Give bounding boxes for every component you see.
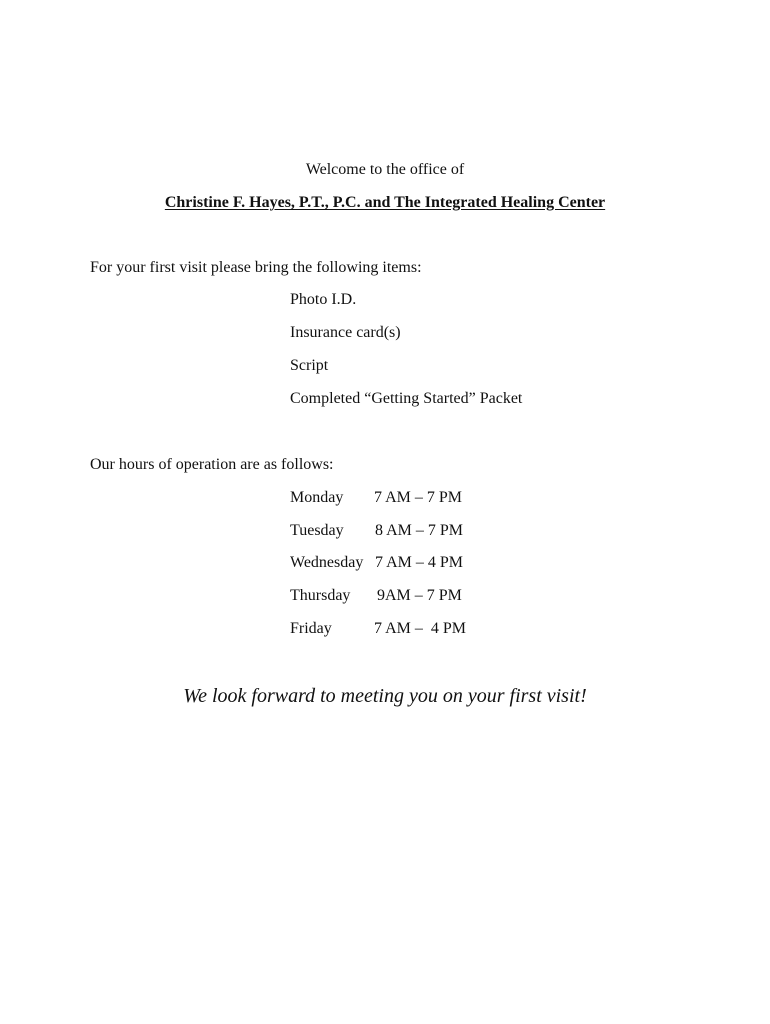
closing-line: We look forward to meeting you on your first visit! (183, 685, 587, 707)
welcome-line: Welcome to the office of (305, 161, 465, 178)
hours-row-monday (290, 488, 520, 508)
hours-value: 9AM – 7 PM (377, 587, 462, 604)
hours-row-tuesday (290, 521, 520, 541)
day-label: Wednesday (290, 554, 364, 571)
practice-name-heading: Christine F. Hayes, P.T., P.C. and The Integrated Healing Center (164, 194, 606, 211)
hours-row-thursday (290, 586, 520, 606)
list-item: Photo I.D. (290, 291, 357, 308)
hours-value: 7 AM – 4 PM (374, 620, 467, 637)
hours-row-wednesday (290, 553, 520, 573)
list-item: Completed “Getting Started” Packet (290, 390, 523, 407)
list-item: Insurance card(s) (290, 324, 401, 341)
hours-value: 7 AM – 7 PM (374, 489, 463, 506)
list-item: Script (290, 357, 329, 374)
hours-value: 8 AM – 7 PM (375, 522, 464, 539)
day-label: Friday (290, 620, 332, 637)
hours-row-friday (290, 619, 520, 639)
hours-intro: Our hours of operation are as follows: (90, 456, 334, 473)
day-label: Tuesday (290, 522, 344, 539)
first-visit-intro: For your first visit please bring the following items: (90, 259, 422, 276)
day-label: Thursday (290, 587, 351, 604)
hours-value: 7 AM – 4 PM (375, 554, 464, 571)
day-label: Monday (290, 489, 344, 506)
